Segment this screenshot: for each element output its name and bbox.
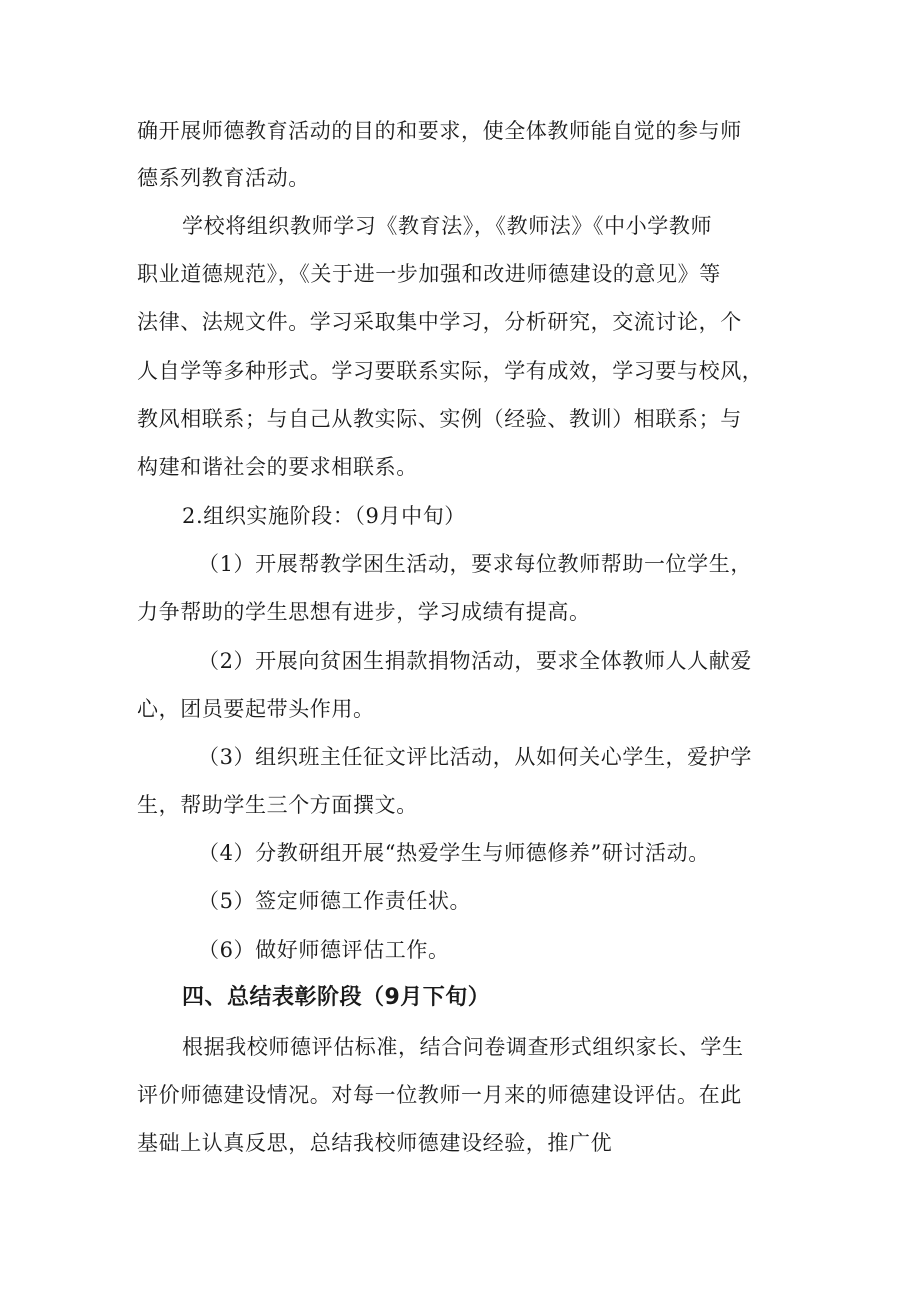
list-item-line: （6）做好师德评估工作。 <box>198 938 450 962</box>
list-item-line: （5）签定师德工作责任状。 <box>198 889 472 913</box>
paragraph-start-line: 学校将组织教师学习《教育法》，《教师法》《中小学教师 <box>182 214 713 238</box>
body-text-line: 评价师德建设情况。对每一位教师一月来的师德建设评估。在此 <box>137 1083 742 1107</box>
section-heading: 四、总结表彰阶段（9月下旬） <box>182 985 491 1010</box>
paragraph-start-line: 根据我校师德评估标准，结合问卷调查形式组织家长、学生 <box>182 1035 744 1059</box>
list-item-line: （1）开展帮教学困生活动，要求每位教师帮助一位学生， <box>198 552 752 576</box>
body-text-line: 生，帮助学生三个方面撰文。 <box>137 793 418 817</box>
body-text-line: 基础上认真反思，总结我校师德建设经验，推广优 <box>137 1131 613 1155</box>
body-text-line: 法律、法规文件。学习采取集中学习，分析研究，交流讨论，个 <box>137 310 742 334</box>
body-text-line: 职业道德规范》，《关于进一步加强和改进师德建设的意见》等 <box>137 262 721 286</box>
body-text-line: 力争帮助的学生思想有进步，学习成绩有提高。 <box>137 600 591 624</box>
body-text-line: 教风相联系；与自己从教实际、实例（经验、教训）相联系；与 <box>137 407 742 431</box>
list-item-line: （2）开展向贫困生捐款捐物活动，要求全体教师人人献爱 <box>198 649 752 673</box>
list-item-line: （3）组织班主任征文评比活动，从如何关心学生，爱护学 <box>198 745 752 769</box>
list-item-line: （4）分教研组开展“热爱学生与师德修养”研讨活动。 <box>198 841 710 865</box>
body-text-line: 人自学等多种形式。学习要联系实际，学有成效，学习要与校风， <box>137 359 764 383</box>
body-text-line: 构建和谐社会的要求相联系。 <box>137 455 418 479</box>
body-text-line: 心，团员要起带头作用。 <box>137 697 375 721</box>
section-subheading: 2.组织实施阶段：（9月中旬） <box>182 504 466 528</box>
body-text-line: 确开展师德教育活动的目的和要求，使全体教师能自觉的参与师 <box>137 119 742 143</box>
body-text-line: 德系列教育活动。 <box>137 166 310 190</box>
